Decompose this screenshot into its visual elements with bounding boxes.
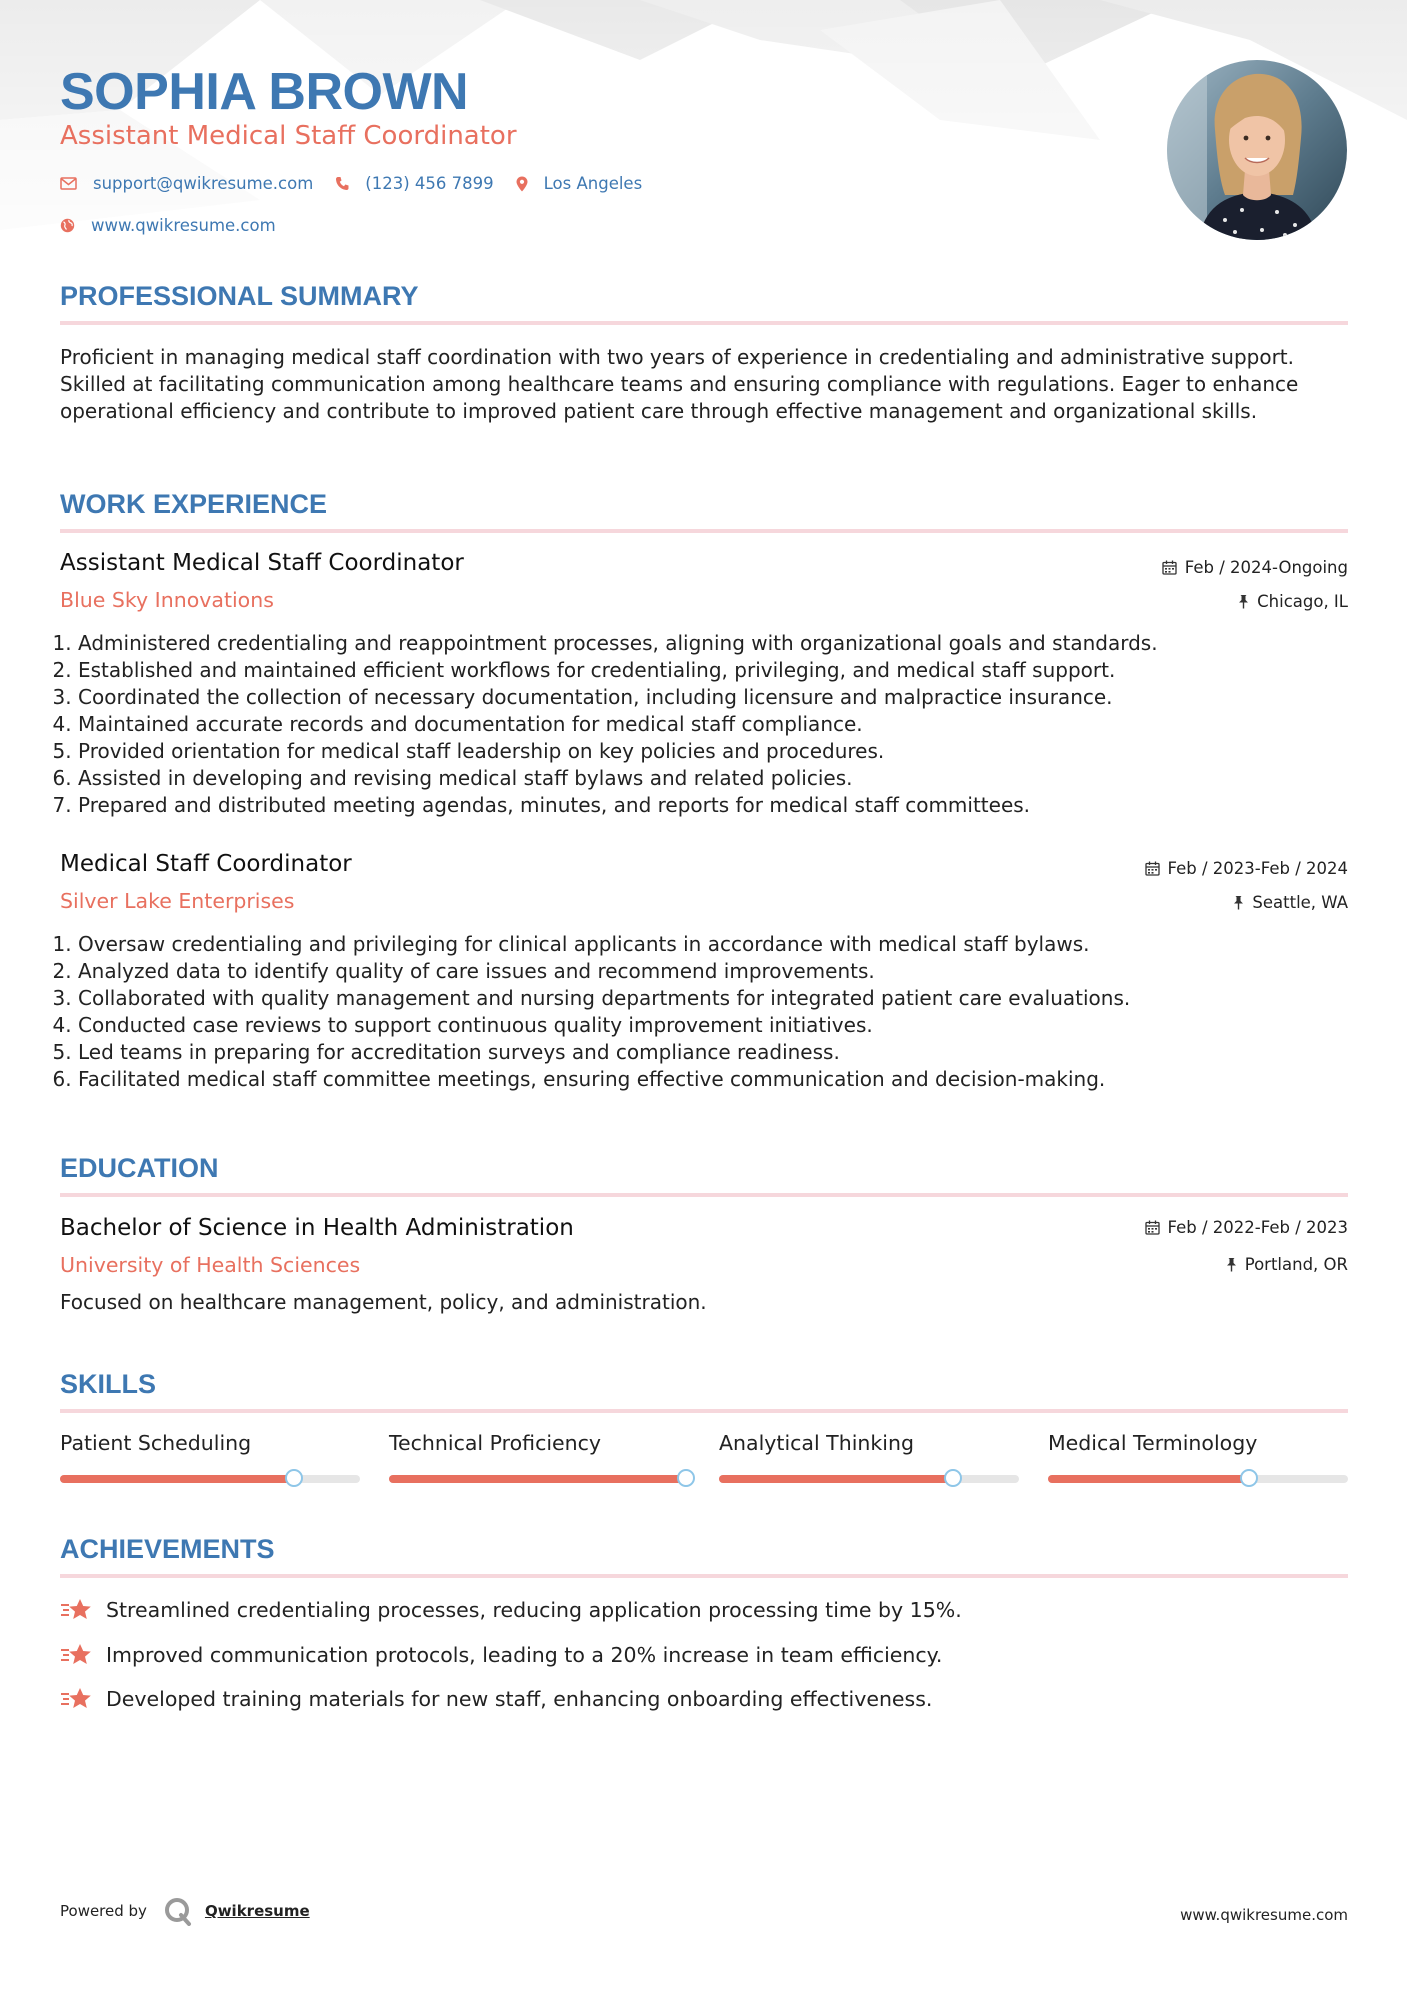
job-bullets	[60, 931, 1348, 1093]
section-title-summary: PROFESSIONAL SUMMARY	[60, 281, 419, 311]
skill-label: Patient Scheduling	[60, 1431, 252, 1455]
star-icon	[60, 1686, 92, 1712]
skill-label: Medical Terminology	[1048, 1431, 1258, 1455]
footer-url[interactable]: www.qwikresume.com	[1180, 1906, 1348, 1924]
star-icon	[60, 1642, 92, 1668]
list-item: 3. Collaborated with quality management and nursing departments for integrated patient care evaluations.	[78, 985, 1348, 1012]
skill-item	[60, 1425, 360, 1485]
list-item: 4. Maintained accurate records and documentation for medical staff compliance.	[78, 711, 1348, 738]
calendar-icon	[1162, 560, 1177, 575]
job-dates-text: Feb / 2024-Ongoing	[1184, 558, 1348, 577]
contact-location	[516, 174, 643, 193]
achievement-text: Streamlined credentialing processes, reducing application processing time by 15%.	[106, 1598, 962, 1622]
list-item: 6. Facilitated medical staff committee meetings, ensuring effective communication and decision-making.	[78, 1066, 1348, 1093]
list-item: 2. Analyzed data to identify quality of care issues and recommend improvements.	[78, 958, 1348, 985]
email-text: support@qwikresume.com	[93, 174, 314, 193]
envelope-icon	[60, 177, 77, 190]
skill-bar-knob	[677, 1469, 695, 1487]
phone-text: (123) 456 7899	[365, 174, 494, 193]
education-dates-text: Feb / 2022-Feb / 2023	[1167, 1218, 1348, 1237]
footer-powered-by	[60, 1896, 310, 1926]
education-location-text: Portland, OR	[1244, 1255, 1348, 1274]
website-text: www.qwikresume.com	[91, 216, 276, 235]
profile-photo	[1167, 60, 1347, 240]
job-title: Medical Staff Coordinator	[60, 851, 352, 877]
section-divider	[60, 321, 1348, 325]
contact-website[interactable]	[60, 216, 276, 235]
list-item: 5. Led teams in preparing for accreditation surveys and compliance readiness.	[78, 1039, 1348, 1066]
achievement-text: Developed training materials for new staff, enhancing onboarding effectiveness.	[106, 1687, 933, 1711]
skill-label: Technical Proficiency	[389, 1431, 602, 1455]
skill-bar-fill	[1048, 1475, 1249, 1483]
candidate-name: SOPHIA BROWN	[60, 63, 469, 121]
list-item: 1. Administered credentialing and reappointment processes, aligning with organizational goals and standards.	[78, 630, 1348, 657]
pushpin-icon	[1226, 1257, 1237, 1272]
education-description: Focused on healthcare management, policy, and administration.	[60, 1290, 707, 1314]
skill-bar-knob	[285, 1469, 303, 1487]
achievement-item	[60, 1595, 962, 1625]
summary-text: Proficient in managing medical staff coordination with two years of experience in credentialing and administrative support. Skilled at facilitating communication among healthcare teams and ensuring compliance with regulations. Eager to enhance operational efficiency and contribute to improved patient care through effective management and organizational skills.	[60, 345, 1299, 423]
list-item: 5. Provided orientation for medical staff leadership on key policies and procedures.	[78, 738, 1348, 765]
section-title-achievements: ACHIEVEMENTS	[60, 1534, 275, 1564]
qwikresume-logo-icon	[163, 1896, 193, 1926]
powered-by-text: Powered by	[60, 1902, 147, 1920]
section-title-skills: SKILLS	[60, 1369, 157, 1399]
skill-bar-fill	[389, 1475, 686, 1483]
skill-bar-knob	[1240, 1469, 1258, 1487]
contact-row	[60, 174, 664, 193]
location-text: Los Angeles	[543, 174, 643, 193]
education-degree: Bachelor of Science in Health Administration	[60, 1215, 574, 1241]
pushpin-icon	[1238, 594, 1249, 609]
skill-bar	[719, 1475, 1019, 1483]
skill-bar-knob	[944, 1469, 962, 1487]
job-company: Blue Sky Innovations	[60, 588, 274, 612]
candidate-title: Assistant Medical Staff Coordinator	[60, 121, 517, 151]
job-dates-text: Feb / 2023-Feb / 2024	[1167, 859, 1348, 878]
job-dates	[1145, 859, 1348, 878]
job-company: Silver Lake Enterprises	[60, 889, 295, 913]
skill-item	[1048, 1425, 1348, 1485]
job-bullets	[60, 630, 1348, 819]
contact-row-2	[60, 216, 298, 235]
skill-bar-fill	[719, 1475, 953, 1483]
job-dates	[1162, 558, 1348, 577]
skill-item	[719, 1425, 1019, 1485]
education-school: University of Health Sciences	[60, 1253, 361, 1277]
section-divider	[60, 1409, 1348, 1413]
job-location	[1238, 592, 1348, 611]
skill-label: Analytical Thinking	[719, 1431, 914, 1455]
section-divider	[60, 1193, 1348, 1197]
job-location-text: Seattle, WA	[1252, 893, 1348, 912]
calendar-icon	[1145, 861, 1160, 876]
skill-bar-fill	[60, 1475, 294, 1483]
list-item: 6. Assisted in developing and revising medical staff bylaws and related policies.	[78, 765, 1348, 792]
list-item: 3. Coordinated the collection of necessary documentation, including licensure and malpractice insurance.	[78, 684, 1348, 711]
star-icon	[60, 1597, 92, 1623]
achievement-item	[60, 1640, 942, 1670]
skill-bar	[389, 1475, 689, 1483]
list-item: 2. Established and maintained efficient workflows for credentialing, privileging, and medical staff support.	[78, 657, 1348, 684]
section-divider	[60, 529, 1348, 533]
job-location-text: Chicago, IL	[1257, 592, 1348, 611]
footer-brand-link[interactable]: Qwikresume	[204, 1902, 310, 1920]
contact-email[interactable]	[60, 174, 313, 193]
list-item: 7. Prepared and distributed meeting agendas, minutes, and reports for medical staff committees.	[78, 792, 1348, 819]
section-title-education: EDUCATION	[60, 1153, 219, 1183]
list-item: 4. Conducted case reviews to support continuous quality improvement initiatives.	[78, 1012, 1348, 1039]
phone-icon	[335, 176, 349, 191]
achievement-item	[60, 1684, 932, 1714]
contact-phone[interactable]	[335, 174, 493, 193]
skill-item	[389, 1425, 689, 1485]
calendar-icon	[1145, 1220, 1160, 1235]
job-location	[1233, 893, 1348, 912]
education-dates	[1145, 1218, 1348, 1237]
globe-icon	[60, 218, 75, 233]
section-divider	[60, 1574, 1348, 1578]
education-location	[1226, 1255, 1348, 1274]
skill-bar	[1048, 1475, 1348, 1483]
map-pin-icon	[516, 176, 528, 192]
list-item: 1. Oversaw credentialing and privileging for clinical applicants in accordance with medical staff bylaws.	[78, 931, 1348, 958]
skill-bar	[60, 1475, 360, 1483]
pushpin-icon	[1233, 895, 1244, 910]
job-title: Assistant Medical Staff Coordinator	[60, 550, 464, 576]
section-title-experience: WORK EXPERIENCE	[60, 489, 328, 519]
achievement-text: Improved communication protocols, leading to a 20% increase in team efficiency.	[106, 1643, 943, 1667]
